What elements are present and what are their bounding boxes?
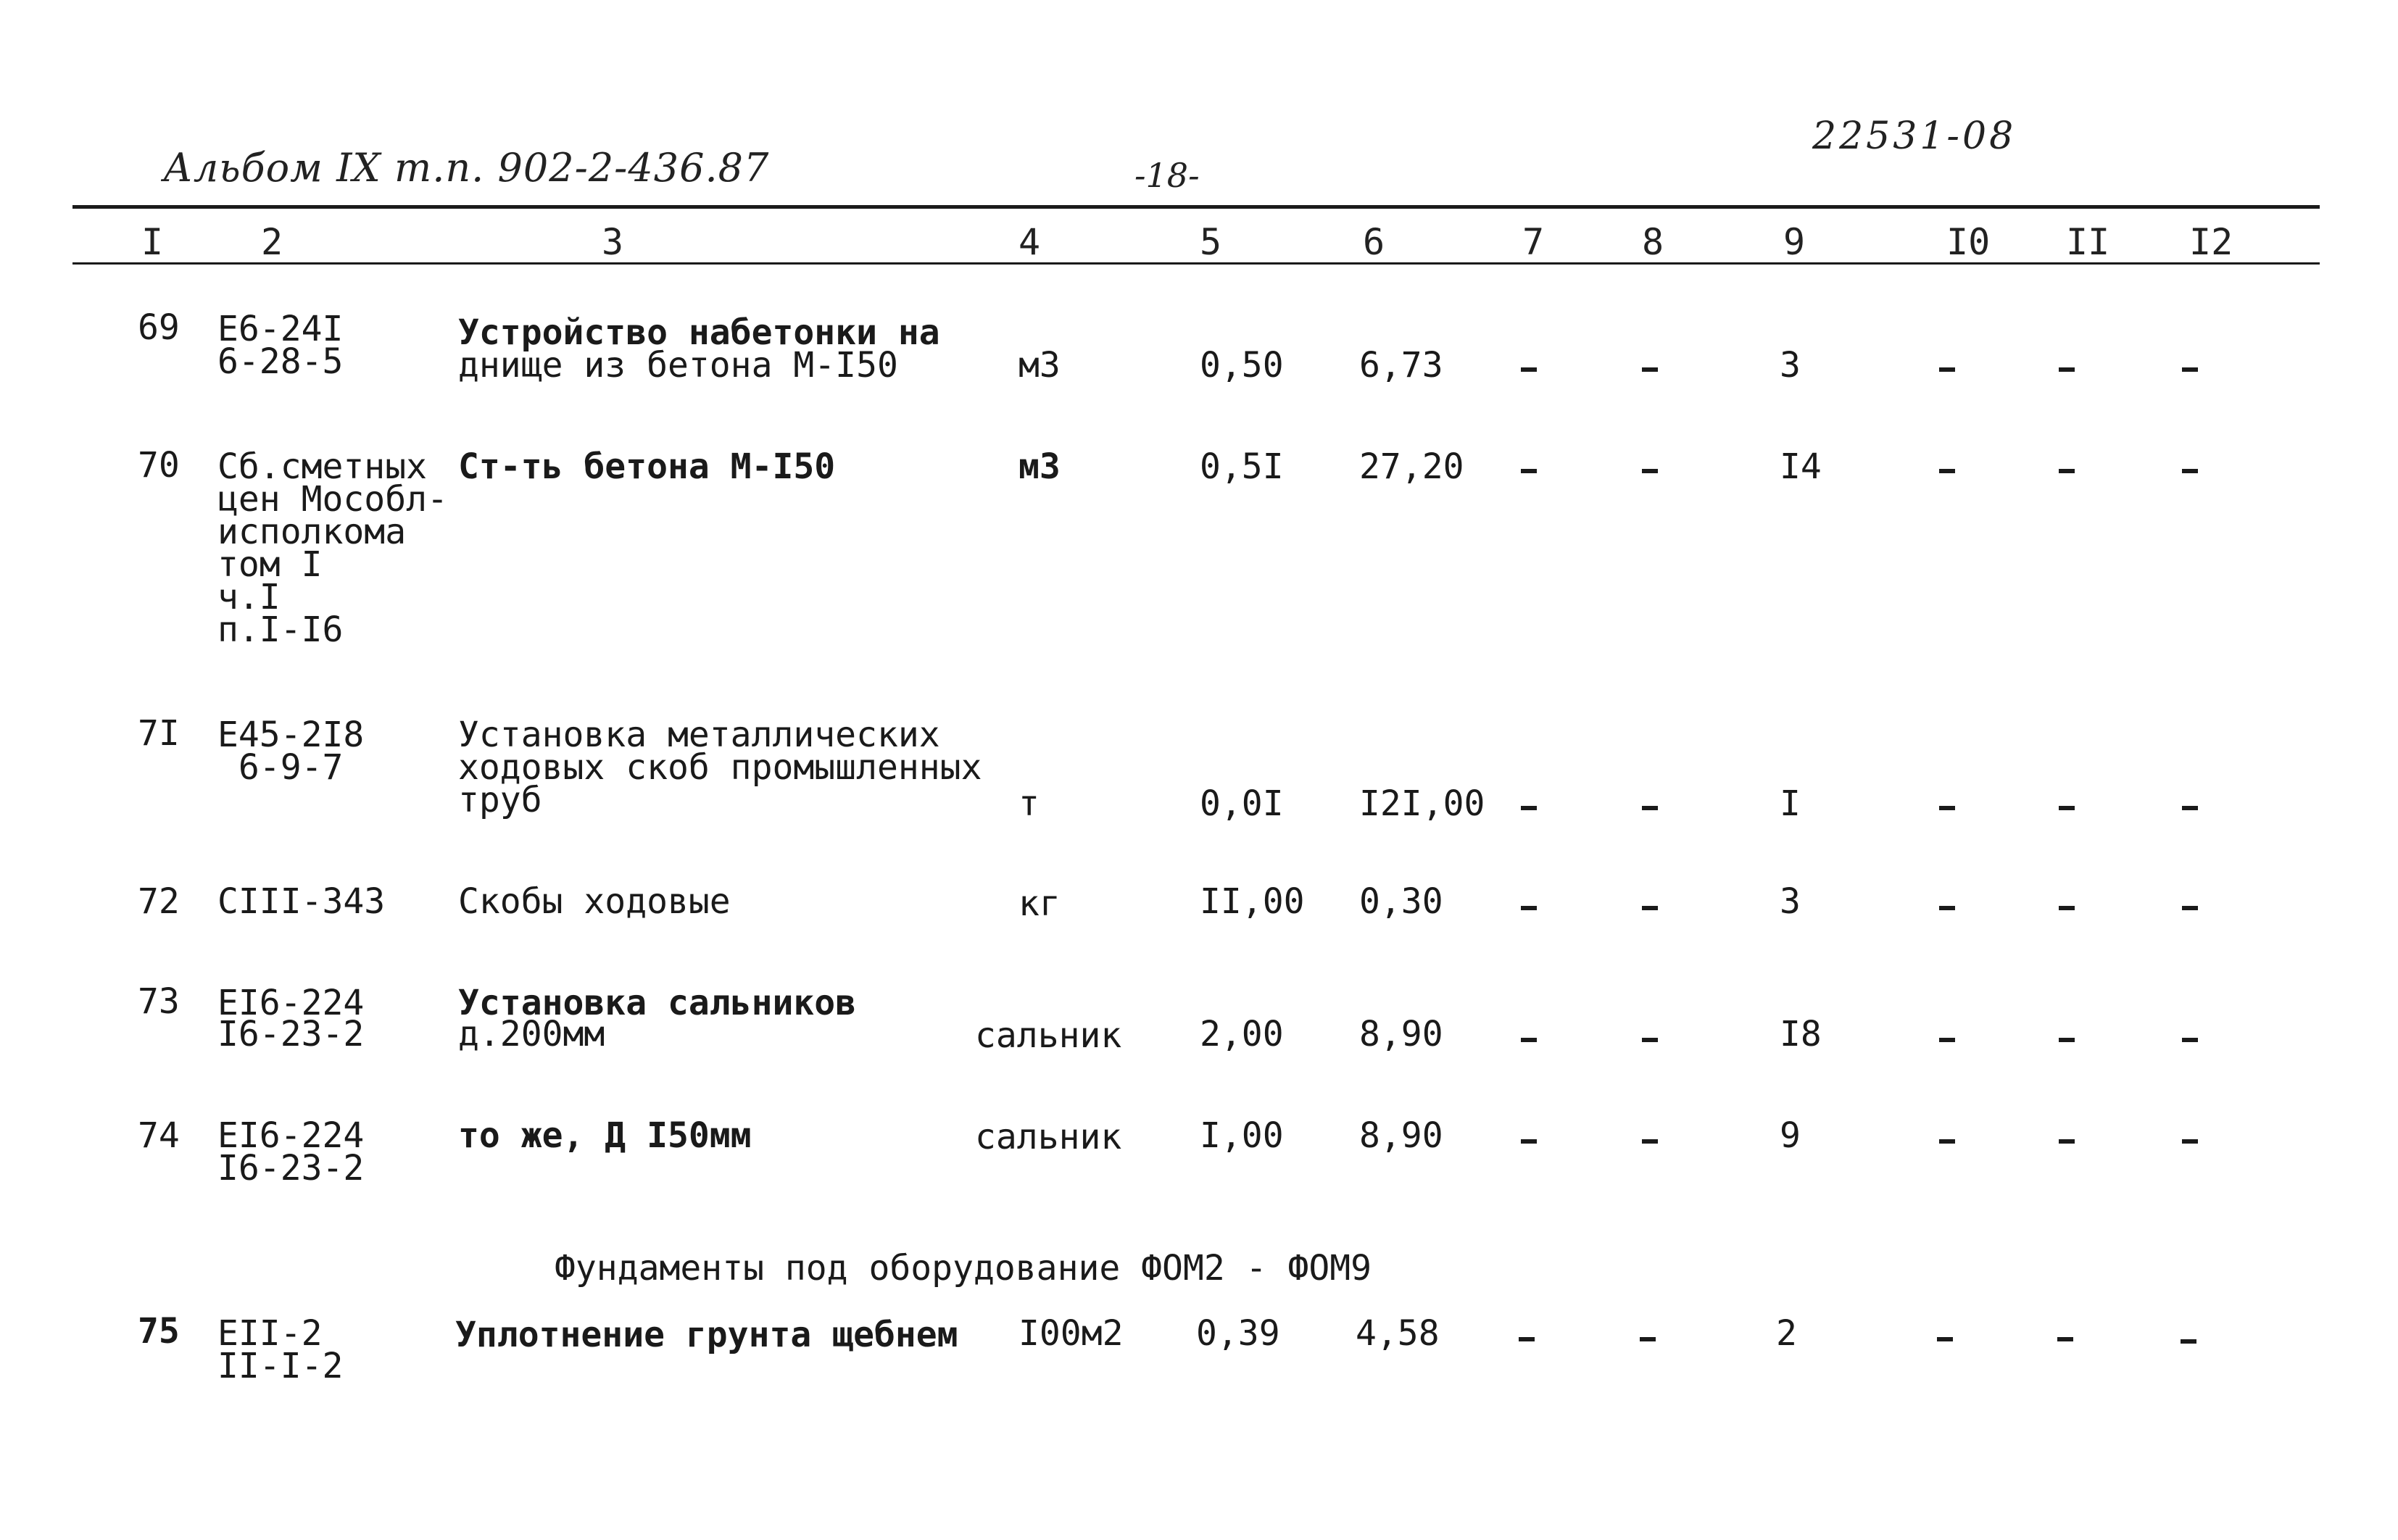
row-quantity: 0,5I bbox=[1200, 446, 1284, 487]
page-number: -18- bbox=[1134, 156, 1200, 195]
column-header-4: 4 bbox=[1018, 221, 1041, 263]
dash-mark bbox=[2182, 1038, 2198, 1042]
column-header-5: 5 bbox=[1200, 221, 1222, 263]
dash-mark bbox=[1521, 1038, 1537, 1042]
column-header-11: II bbox=[2066, 221, 2110, 263]
dash-mark bbox=[1642, 906, 1658, 910]
row-code: ЕI6-224 bbox=[217, 1115, 365, 1156]
dash-mark bbox=[2182, 1139, 2198, 1144]
row-price: I2I,00 bbox=[1359, 783, 1485, 824]
row-code: 6-9-7 bbox=[217, 747, 344, 788]
row-description: ходовых скоб промышленных bbox=[458, 747, 982, 788]
row-code: ЕII-2 bbox=[217, 1313, 323, 1354]
row-code: I6-23-2 bbox=[217, 1148, 365, 1189]
row-quantity: 0,39 bbox=[1196, 1313, 1280, 1354]
dash-mark bbox=[2181, 1339, 2196, 1344]
dash-mark bbox=[1642, 1038, 1658, 1042]
dash-mark bbox=[1642, 367, 1658, 372]
row-unit: м3 bbox=[1018, 345, 1061, 386]
row-col9: 3 bbox=[1780, 345, 1801, 386]
row-unit: сальник bbox=[975, 1015, 1122, 1056]
dash-mark bbox=[1640, 1337, 1656, 1341]
row-number: 73 bbox=[138, 981, 180, 1022]
dash-mark bbox=[1642, 1139, 1658, 1144]
row-code: Сб.сметных bbox=[217, 446, 427, 487]
dash-mark bbox=[1939, 1139, 1955, 1144]
row-price: 27,20 bbox=[1359, 446, 1464, 487]
section-title: Фундаменты под оборудование ФОМ2 - ФОМ9 bbox=[555, 1248, 1372, 1289]
row-code: СIII-343 bbox=[217, 881, 386, 922]
column-header-6: 6 bbox=[1363, 221, 1385, 263]
dash-mark bbox=[1939, 806, 1955, 810]
row-quantity: I,00 bbox=[1200, 1115, 1284, 1156]
row-unit: м3 bbox=[1018, 446, 1061, 487]
row-description: Установка сальников bbox=[458, 983, 857, 1023]
dash-mark bbox=[2182, 469, 2198, 473]
dash-mark bbox=[1521, 1139, 1537, 1144]
row-unit: сальник bbox=[975, 1117, 1122, 1157]
dash-mark bbox=[2182, 806, 2198, 810]
row-quantity: 0,0I bbox=[1200, 783, 1284, 824]
dash-mark bbox=[1939, 906, 1955, 910]
row-code: том I bbox=[217, 544, 323, 585]
dash-mark bbox=[1521, 367, 1537, 372]
column-header-2: 2 bbox=[261, 221, 283, 263]
row-code: п.I-I6 bbox=[217, 609, 344, 650]
dash-mark bbox=[2182, 367, 2198, 372]
dash-mark bbox=[1521, 906, 1537, 910]
row-quantity: II,00 bbox=[1200, 881, 1305, 922]
row-description: Установка металлических bbox=[458, 715, 940, 755]
row-description: д.200мм bbox=[458, 1014, 605, 1054]
row-number: 70 bbox=[138, 445, 180, 486]
column-header-1: I bbox=[141, 221, 164, 263]
column-header-12: I2 bbox=[2189, 221, 2233, 263]
row-description: то же, Д I50мм bbox=[458, 1115, 752, 1156]
row-col9: I8 bbox=[1780, 1014, 1822, 1054]
row-description: Ст-ть бетона М-I50 bbox=[458, 446, 836, 487]
row-code: Е6-24I bbox=[217, 309, 344, 349]
row-price: 8,90 bbox=[1359, 1014, 1443, 1054]
dash-mark bbox=[1519, 1337, 1535, 1341]
row-number: 72 bbox=[138, 881, 180, 922]
row-quantity: 2,00 bbox=[1200, 1014, 1284, 1054]
dash-mark bbox=[2182, 906, 2198, 910]
dash-mark bbox=[2057, 1337, 2073, 1341]
column-header-8: 8 bbox=[1642, 221, 1664, 263]
row-unit: кг bbox=[1018, 883, 1061, 924]
dash-mark bbox=[1939, 367, 1955, 372]
dash-mark bbox=[2059, 367, 2075, 372]
dash-mark bbox=[1937, 1337, 1953, 1341]
dash-mark bbox=[2059, 806, 2075, 810]
column-header-10: I0 bbox=[1946, 221, 1991, 263]
row-code: Е45-2I8 bbox=[217, 715, 365, 755]
row-code: ЕI6-224 bbox=[217, 983, 365, 1023]
row-quantity: 0,50 bbox=[1200, 345, 1284, 386]
row-number: 74 bbox=[138, 1115, 180, 1156]
row-col9: I bbox=[1780, 783, 1801, 824]
dash-mark bbox=[1939, 469, 1955, 473]
row-code: II-I-2 bbox=[217, 1346, 344, 1386]
dash-mark bbox=[1642, 806, 1658, 810]
row-description: днище из бетона М-I50 bbox=[458, 345, 898, 386]
row-price: 4,58 bbox=[1356, 1313, 1440, 1354]
column-header-9: 9 bbox=[1783, 221, 1806, 263]
dash-mark bbox=[1642, 469, 1658, 473]
row-description: Устройство набетонки на bbox=[458, 312, 940, 353]
row-code: цен Мособл- bbox=[217, 479, 448, 520]
row-unit: I00м2 bbox=[1018, 1313, 1124, 1354]
row-number: 75 bbox=[138, 1311, 180, 1352]
dash-mark bbox=[2059, 1139, 2075, 1144]
document-code: 22531-08 bbox=[1812, 115, 2017, 158]
row-col9: 3 bbox=[1780, 881, 1801, 922]
row-code: I6-23-2 bbox=[217, 1014, 365, 1054]
dash-mark bbox=[1521, 469, 1537, 473]
row-unit: т bbox=[1018, 783, 1040, 824]
dash-mark bbox=[2059, 469, 2075, 473]
dash-mark bbox=[2059, 1038, 2075, 1042]
row-number: 69 bbox=[138, 307, 180, 348]
album-reference: Альбом IX т.п. 902-2-436.87 bbox=[163, 145, 770, 191]
dash-mark bbox=[1939, 1038, 1955, 1042]
row-price: 6,73 bbox=[1359, 345, 1443, 386]
row-description: Скобы ходовые bbox=[458, 881, 731, 922]
column-header-7: 7 bbox=[1522, 221, 1545, 263]
row-col9: 9 bbox=[1780, 1115, 1801, 1156]
dash-mark bbox=[2059, 906, 2075, 910]
dash-mark bbox=[1521, 806, 1537, 810]
row-number: 7I bbox=[138, 713, 180, 754]
row-description: труб bbox=[458, 780, 542, 820]
row-code: ч.I bbox=[217, 577, 281, 617]
row-description: Уплотнение грунта щебнем bbox=[455, 1315, 958, 1355]
row-code: 6-28-5 bbox=[217, 341, 344, 382]
row-price: 0,30 bbox=[1359, 881, 1443, 922]
row-col9: 2 bbox=[1776, 1313, 1797, 1354]
table-top-rule bbox=[72, 205, 2320, 209]
row-code: исполкома bbox=[217, 512, 407, 552]
row-price: 8,90 bbox=[1359, 1115, 1443, 1156]
column-header-3: 3 bbox=[602, 221, 624, 263]
row-col9: I4 bbox=[1780, 446, 1822, 487]
